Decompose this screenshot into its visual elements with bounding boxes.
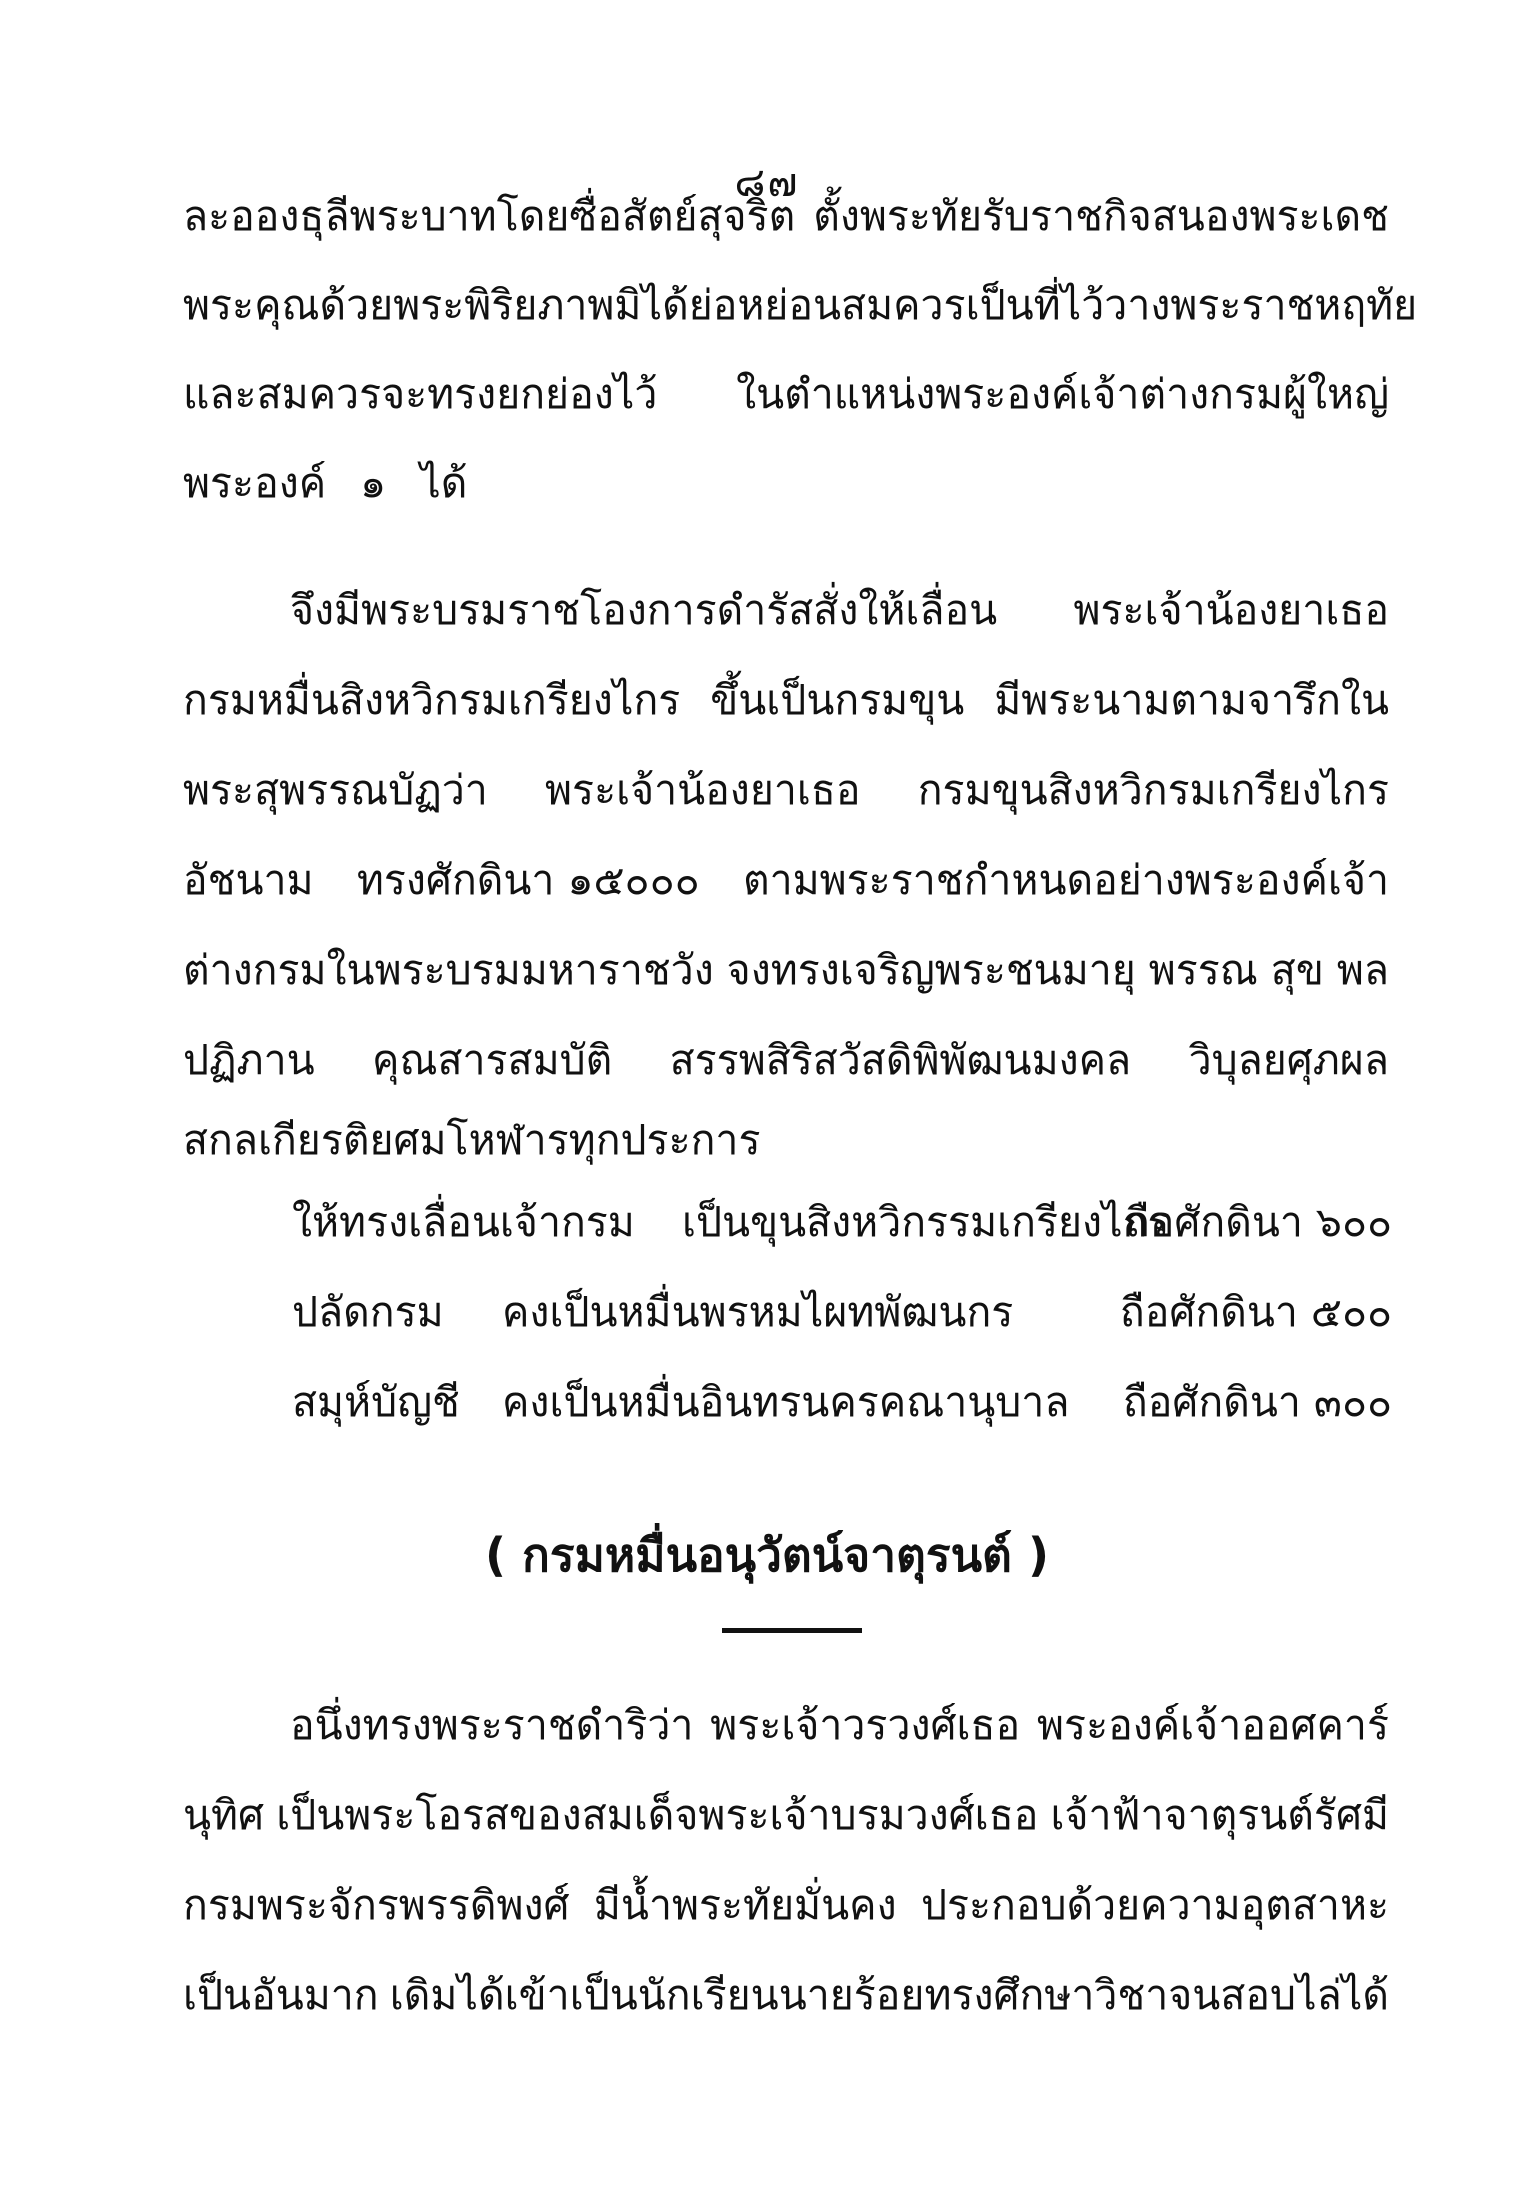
text-segment: กรมพระจักรพรรดิพงศ์ bbox=[183, 1881, 570, 1929]
text-segment: พระเจ้าวรวงศ์เธอ bbox=[710, 1701, 1021, 1749]
text-segment: อัชนาม bbox=[183, 856, 314, 904]
officer-sakdina: ถือศักดินา ๕๐๐ bbox=[1119, 1288, 1392, 1336]
officer-description: เป็นขุนสิงหวิกรรมเกรียงไกร bbox=[682, 1198, 1170, 1246]
page-number: ๘๗ bbox=[734, 160, 800, 206]
text-segment: สกลเกียรติยศมโหฬารทุกประการ bbox=[183, 1116, 761, 1164]
text-segment: คุณสารสมบัติ bbox=[372, 1036, 613, 1084]
text-segment: มีพระนามตามจารึกใน bbox=[994, 676, 1389, 724]
text-segment: พรรณ bbox=[1148, 946, 1258, 994]
text-line bbox=[183, 1110, 1389, 1170]
text-segment: และสมควรจะทรงยกย่องไว้ bbox=[183, 370, 658, 418]
text-segment: พระเจ้าน้องยาเธอ bbox=[545, 766, 861, 814]
text-segment: มีน้ำพระทัยมั่นคง bbox=[593, 1881, 897, 1929]
text-segment: ประกอบด้วยความอุตสาหะ bbox=[920, 1881, 1389, 1929]
text-line bbox=[183, 186, 1389, 246]
text-segment: สมควรเป็นที่ไว้วางพระราชหฤทัย bbox=[841, 281, 1418, 329]
text-segment: จงทรงเจริญพระชนมายุ bbox=[726, 946, 1136, 994]
section-heading: ( กรมหมื่นอนุวัตน์จาตุรนต์ ) bbox=[485, 1528, 1049, 1582]
text-line bbox=[183, 275, 1418, 335]
text-segment: พระองค์เจ้าออศคาร์ bbox=[1037, 1701, 1389, 1749]
text-line bbox=[290, 580, 1389, 640]
text-segment: พระสุพรรณบัฏว่า bbox=[183, 766, 488, 814]
text-line bbox=[290, 1695, 1389, 1755]
text-segment: เจ้าฟ้าจาตุรนต์รัศมี bbox=[1050, 1791, 1389, 1839]
text-segment: พระองค์ bbox=[183, 459, 327, 507]
text-segment: พระเจ้าน้องยาเธอ bbox=[1073, 586, 1389, 634]
text-segment: พระคุณด้วยพระพิริยภาพมิได้ย่อหย่อน bbox=[183, 281, 842, 329]
text-segment: กรมขุนสิงหวิกรมเกรียงไกร bbox=[917, 766, 1389, 814]
text-line bbox=[183, 1030, 1389, 1090]
text-segment: อนึ่งทรงพระราชดำริว่า bbox=[290, 1701, 694, 1749]
text-line bbox=[183, 850, 1389, 910]
text-segment: นุทิศ bbox=[183, 1791, 265, 1839]
text-line bbox=[183, 760, 1389, 820]
text-line bbox=[183, 1785, 1389, 1845]
text-segment: ต่างกรมในพระบรมมหาราชวัง bbox=[183, 946, 714, 994]
text-segment: ในตำแหน่งพระองค์เจ้าต่างกรมผู้ใหญ่ bbox=[736, 370, 1389, 418]
text-segment: สุข bbox=[1270, 946, 1324, 994]
text-line bbox=[183, 1965, 1389, 2025]
text-segment: ขึ้นเป็นกรมขุน bbox=[710, 676, 965, 724]
text-segment: ตามพระราชกำหนดอย่างพระองค์เจ้า bbox=[742, 856, 1389, 904]
officer-sakdina: ถือศักดินา ๖๐๐ bbox=[1124, 1198, 1392, 1246]
text-segment: ละอองธุลีพระบาทโดยซื่อสัตย์สุจริต bbox=[183, 192, 796, 240]
text-segment: ทรงศักดินา ๑๕๐๐๐ bbox=[356, 856, 700, 904]
text-segment: วิบุลยศุภผล bbox=[1188, 1036, 1389, 1084]
text-segment: ได้ bbox=[420, 459, 468, 507]
text-segment: เป็นพระโอรสของสมเด็จพระเจ้าบรมวงศ์เธอ bbox=[276, 1791, 1039, 1839]
text-segment: ปฏิภาน bbox=[183, 1036, 315, 1084]
officer-position: สมุห์บัญชี bbox=[292, 1378, 460, 1426]
text-segment: กรมหมื่นสิงหวิกรมเกรียงไกร bbox=[183, 676, 681, 724]
text-segment: ตั้งพระทัยรับราชกิจสนองพระเดช bbox=[813, 192, 1389, 240]
text-line bbox=[183, 364, 1389, 424]
officer-sakdina: ถือศักดินา ๓๐๐ bbox=[1122, 1378, 1392, 1426]
text-line bbox=[183, 670, 1389, 730]
officer-description: คงเป็นหมื่นพรหมไผทพัฒนกร bbox=[502, 1288, 1014, 1336]
officer-position: ให้ทรงเลื่อนเจ้ากรม bbox=[292, 1198, 635, 1246]
text-segment: ๑ bbox=[360, 459, 387, 507]
text-line bbox=[183, 940, 1389, 1000]
text-segment: เดิมได้เข้าเป็นนักเรียนนายร้อยทรงศึกษาวิชาจนสอบไล่ได้ bbox=[389, 1971, 1389, 2019]
text-segment: พล bbox=[1336, 946, 1389, 994]
officer-position: ปลัดกรม bbox=[292, 1288, 444, 1336]
text-segment: จึงมีพระบรมราชโองการดำรัสสั่งให้เลื่อน bbox=[290, 586, 998, 634]
text-line bbox=[183, 453, 1389, 513]
heading-divider bbox=[722, 1628, 862, 1633]
text-segment: สรรพสิริสวัสดิพิพัฒนมงคล bbox=[669, 1036, 1132, 1084]
text-line bbox=[183, 1875, 1389, 1935]
officer-description: คงเป็นหมื่นอินทรนครคณานุบาล bbox=[502, 1378, 1070, 1426]
text-segment: เป็นอันมาก bbox=[183, 1971, 379, 2019]
